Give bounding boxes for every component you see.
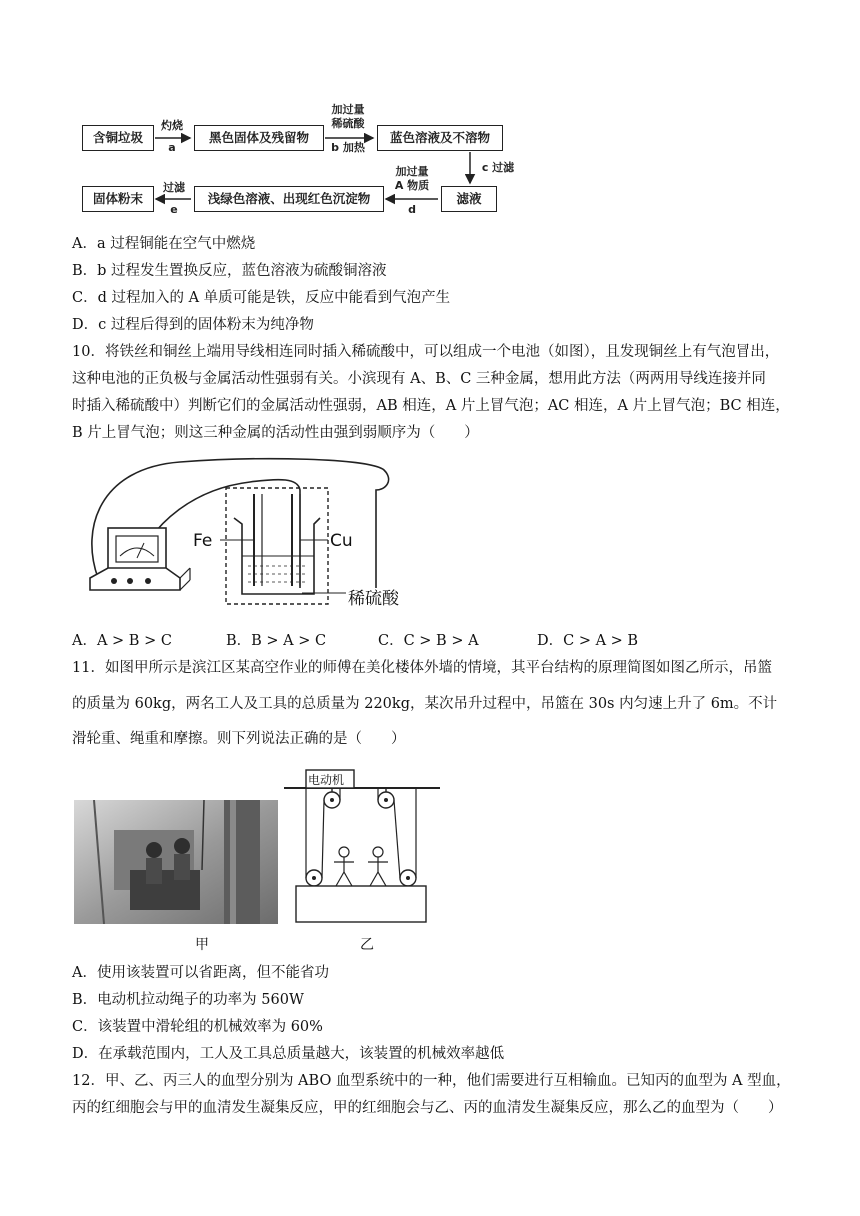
label-dilute-sulfuric-acid: 稀硫酸	[348, 589, 399, 609]
step-e-letter: e	[170, 203, 178, 216]
caption-jia: 甲	[195, 937, 209, 953]
step-a-label: 灼烧	[161, 119, 183, 132]
flow-box-solid-powder: 固体粉末	[82, 186, 154, 212]
q11-option-a: A．使用该装置可以省距离，但不能省功	[72, 965, 329, 981]
step-a-letter: a	[168, 141, 176, 154]
q12-stem-line-2: 丙的红细胞会与甲的血清发生凝集反应，甲的红细胞会与乙、丙的血清发生凝集反应，那么乙的血型为（ ）	[72, 1100, 783, 1116]
step-d-label-1: 加过量	[395, 165, 429, 178]
label-motor: 电动机	[308, 773, 345, 787]
q9-option-b: B．b 过程发生置换反应，蓝色溶液为硫酸铜溶液	[72, 263, 387, 279]
q11-option-b: B．电动机拉动绳子的功率为 560W	[72, 992, 304, 1008]
flow-box-filtrate: 滤液	[441, 186, 497, 212]
q11-stem-line-3: 滑轮重、绳重和摩擦。则下列说法正确的是（ ）	[72, 731, 406, 747]
step-d-letter: d	[408, 203, 416, 216]
q11-stem-line-1: 11．如图甲所示是滨江区某高空作业的师傅在美化楼体外墙的情境，其平台结构的原理简图如图乙所示，吊篮	[72, 660, 772, 676]
flow-box-black-solid: 黑色固体及残留物	[194, 125, 324, 151]
q10-options	[72, 631, 792, 651]
q12-stem-line-1: 12．甲、乙、丙三人的血型分别为 ABO 血型系统中的一种，他们需要进行互相输血。已知丙的血型为 A 型血，	[72, 1073, 791, 1089]
flow-arrows	[0, 0, 860, 230]
caption-yi: 乙	[360, 937, 374, 953]
q11-stem-line-2: 的质量为 60kg，两名工人及工具的总质量为 220kg，某次吊升过程中，吊篮在 30s 内匀速上升了 6m。不计	[72, 696, 778, 712]
label-cu: Cu	[330, 531, 353, 551]
q9-option-a: A．a 过程铜能在空气中燃烧	[72, 236, 256, 252]
q10-option-c: C．C > B > A	[378, 633, 479, 649]
q11-option-c: C．该装置中滑轮组的机械效率为 60%	[72, 1019, 323, 1035]
label-fe: Fe	[193, 531, 213, 551]
q10-option-d: D．C > A > B	[537, 633, 639, 649]
q10-option-b: B．B > A > C	[226, 633, 327, 649]
q9-option-d: D．c 过程后得到的固体粉末为纯净物	[72, 317, 314, 333]
q10-stem-line-2: 这种电池的正负极与金属活动性强弱有关。小滨现有 A、B、C 三种金属，想用此方法（两两用导线连接并同	[72, 371, 766, 387]
photo-workers	[74, 800, 278, 924]
step-b-letter: b 加热	[331, 141, 365, 154]
q10-option-a: A．A > B > C	[72, 633, 172, 649]
q9-option-c: C．d 过程加入的 A 单质可能是铁，反应中能看到气泡产生	[72, 290, 451, 306]
q11-option-d: D．在承载范围内，工人及工具总质量越大，该装置的机械效率越低	[72, 1046, 505, 1062]
flow-box-green-solution: 浅绿色溶液、出现红色沉淀物	[194, 186, 384, 212]
q10-stem-line-3: 时插入稀硫酸中）判断它们的金属活动性强弱，AB 相连，A 片上冒气泡；AC 相连，A 片上冒气泡；BC 相连，	[72, 398, 790, 414]
step-d-label-2: A 物质	[394, 179, 430, 192]
flow-box-blue-solution: 蓝色溶液及不溶物	[377, 125, 503, 151]
q10-stem-line-4: B 片上冒气泡；则这三种金属的活动性由强到弱顺序为（ ）	[72, 425, 479, 441]
step-b-label-2: 稀硫酸	[331, 117, 365, 130]
step-e-label: 过滤	[163, 181, 185, 194]
step-b-label-1: 加过量	[331, 103, 365, 116]
flow-box-waste: 含铜垃圾	[82, 125, 154, 151]
step-c-label: c 过滤	[481, 161, 515, 174]
q10-stem-line-1: 10．将铁丝和铜丝上端用导线相连同时插入稀硫酸中，可以组成一个电池（如图），且发现铜丝上有气泡冒出，	[72, 344, 780, 360]
